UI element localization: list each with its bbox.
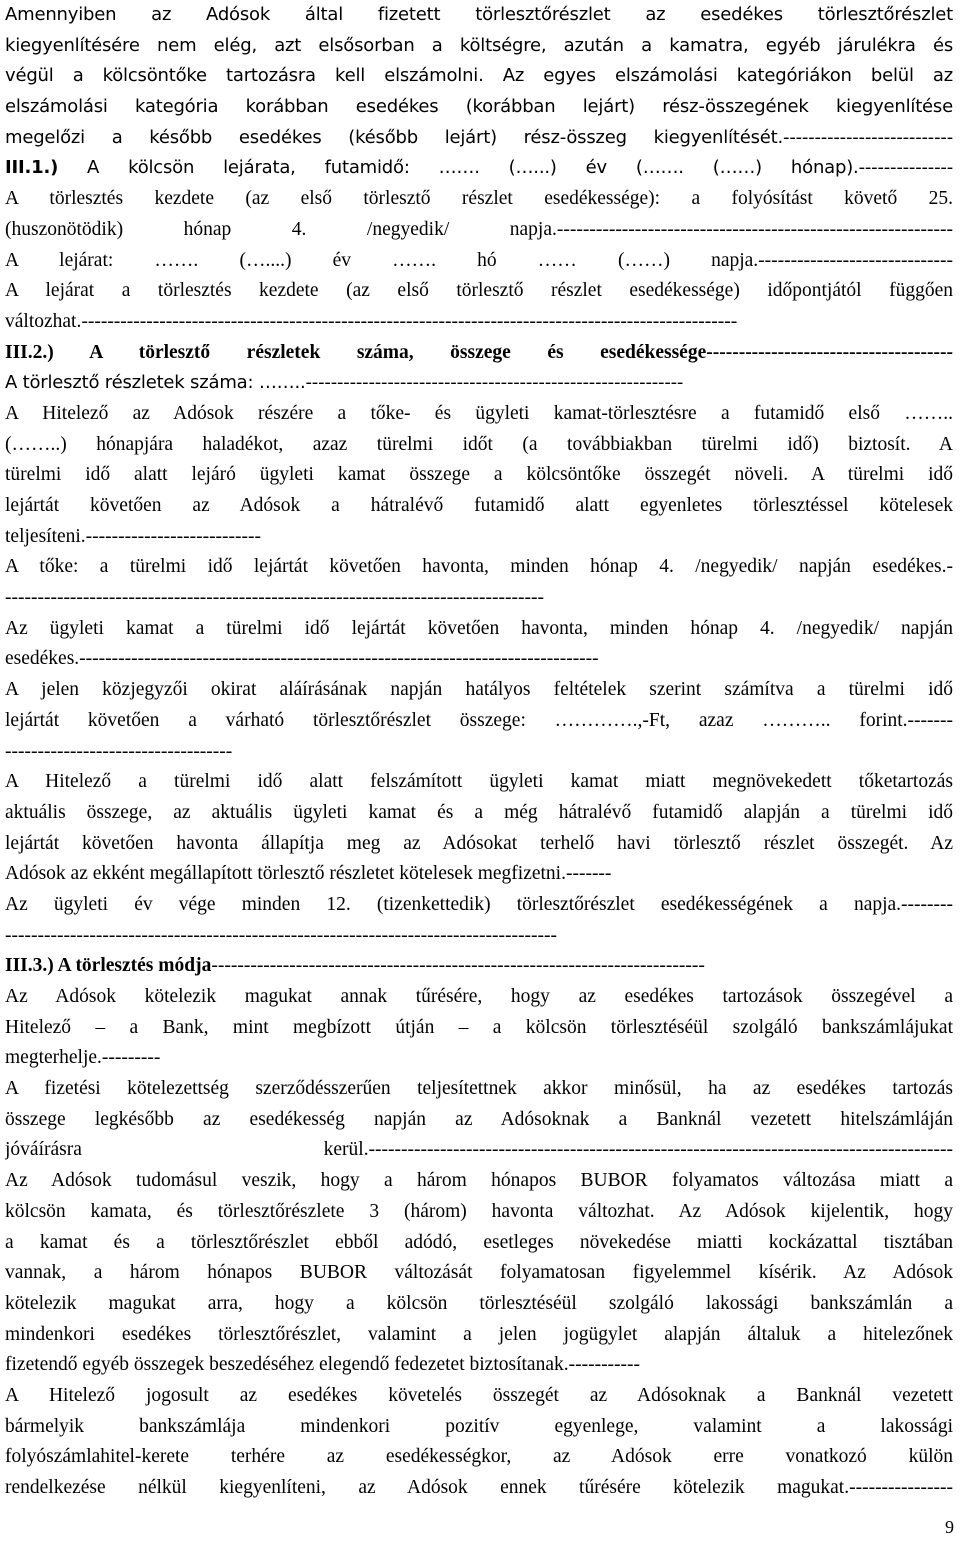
- document-page: [5, 0, 953, 1504]
- section-heading: III.1.): [5, 157, 59, 179]
- text-line: A Hitelező az Adósok részére a tőke- és ügyleti kamat-törlesztésre a futamidő első ……..: [5, 402, 953, 424]
- text-line: A lejárat a törlesztés kezdete (az első törlesztő részlet esedékessége) időpontjától függően: [5, 280, 953, 302]
- text-line: megterhelje.---------: [5, 1047, 161, 1069]
- text-line: III.2.) A törlesztő részletek száma, összege és esedékessége--------------------------------------: [5, 341, 953, 363]
- text-line: teljesíteni.---------------------------: [5, 525, 262, 547]
- text-line: kötelezik magukat arra, hogy a kölcsön törlesztéséül szolgáló lakossági bankszámlán a: [5, 1292, 953, 1314]
- text-line: megelőzi a később esedékes (később lejárt) rész-összeg kiegyenlítését.---------------------------: [5, 126, 953, 148]
- text-line: bármelyik bankszámlája mindenkori pozitív egyenlege, valamint a lakossági: [5, 1415, 953, 1437]
- text-line: Az Adósok tudomásul veszik, hogy a három hónapos BUBOR folyamatos változása miatt a: [5, 1170, 953, 1192]
- text-line: folyószámlahitel-kerete terhére az esedékességkor, az Adósok erre vonatkozó külön: [5, 1446, 953, 1468]
- text-line: Az ügyleti év vége minden 12. (tizenkettedik) törlesztőrészlet esedékességének a napja.--------: [5, 893, 953, 915]
- text-line: A fizetési kötelezettség szerződésszerűen teljesítettnek akkor minősül, ha az esedékes tartozás: [5, 1078, 953, 1100]
- text-line: [5, 951, 953, 982]
- text-line: (huszonötödik) hónap 4. /negyedik/ napja.-------------------------------------------------------------: [5, 218, 953, 240]
- text-line: Az ügyleti kamat a türelmi idő lejártát követően havonta, minden hónap 4. /negyedik/ napján: [5, 617, 953, 639]
- text-line: -----------------------------------: [5, 740, 233, 762]
- text-line: A Hitelező jogosult az esedékes követelés összegét az Adósoknak a Banknál vezetett: [5, 1384, 953, 1406]
- text-line: esedékes.--------------------------------------------------------------------------------: [5, 648, 599, 670]
- text-line: elszámolási kategória korábban esedékes (korábban lejárt) rész-összegének kiegyenlítése: [5, 96, 953, 118]
- text-line: vannak, a három hónapos BUBOR változását folyamatosan figyelemmel kísérik. Az Adósok: [5, 1262, 953, 1284]
- text-line: -----------------------------------------------------------------------------------: [5, 587, 544, 609]
- text-line: -------------------------------------------------------------------------------------: [5, 924, 557, 946]
- text-line: kölcsön kamata, és törlesztőrészlete 3 (három) havonta változhat. Az Adósok kijelentik, hogy: [5, 1200, 953, 1222]
- text-line: rendelkezése nélkül kiegyenlíteni, az Adósok ennek tűrésére kötelezik magukat.----------------: [5, 1477, 953, 1498]
- text-line-rest: A kölcsön lejárata, futamidő: ……. (…...) év (……. (……) hónap).---------------: [58, 157, 953, 179]
- text-line: A tőke: a türelmi idő lejártát követően havonta, minden hónap 4. /negyedik/ napján esedékes.-: [5, 556, 953, 578]
- text-line: türelmi idő alatt lejáró ügyleti kamat összege a kölcsöntőke összegét növeli. A türelmi idő: [5, 464, 953, 486]
- text-line: lejártát követően havonta állapítja meg az Adósokat terhelő havi törlesztő részlet összegét. Az: [5, 832, 953, 854]
- text-line: lejártát követően a várható törlesztőrészlet összege: ………….,-Ft, azaz ……….. forint.-------: [5, 709, 953, 731]
- text-line: [5, 153, 953, 184]
- text-line: A törlesztő részletek száma: ……..------------------------------------------------------------: [5, 372, 684, 394]
- text-line: mindenkori esedékes törlesztőrészlet, valamint a jelen jogügylet alapján általuk a hitelezőnek: [5, 1323, 953, 1345]
- text-line: A törlesztés kezdete (az első törlesztő részlet esedékessége): a folyósítást követő 25.: [5, 188, 953, 210]
- text-line: Amennyiben az Adósok által fizetett törlesztőrészlet az esedékes törlesztőrészlet: [5, 4, 953, 25]
- text-line: lejártát követően az Adósok a hátralévő futamidő alatt egyenletes törlesztéssel kötelesek: [5, 495, 953, 516]
- text-line: végül a kölcsöntőke tartozásra kell elszámolni. Az egyes elszámolási kategóriákon belül az: [5, 65, 953, 87]
- text-line: Hitelező – a Bank, mint megbízott útján – a kölcsön törlesztéséül szolgáló bankszámlájukat: [5, 1016, 953, 1038]
- text-line: A lejárat: ……. (…....) év ……. hó …… (……) napja.------------------------------: [5, 249, 953, 271]
- text-line: Az Adósok kötelezik magukat annak tűrésére, hogy az esedékes tartozások összegével a: [5, 986, 953, 1007]
- text-line: fizetendő egyéb összegek beszedéséhez elegendő fedezetet biztosítanak.-----------: [5, 1354, 641, 1376]
- text-line: kiegyenlítésére nem elég, azt elsősorban a költségre, azután a kamatra, egyéb járulékra és: [5, 34, 953, 56]
- text-line: összege legkésőbb az esedékesség napján az Adósoknak a Banknál vezetett hitelszámláján: [5, 1108, 953, 1130]
- text-line: a kamat és a törlesztőrészlet ebből adódó, esetleges növekedése miatti kockázattal tisztában: [5, 1231, 953, 1253]
- page-number: 9: [945, 1517, 954, 1537]
- text-line-rest: ----------------------------------------------------------------------------: [211, 955, 705, 977]
- text-line: A Hitelező a türelmi idő alatt felszámított ügyleti kamat miatt megnövekedett tőketartozás: [5, 771, 953, 793]
- text-line: jóváírásra kerül.------------------------------------------------------------------------------------------: [5, 1139, 953, 1161]
- text-line: (……..) hónapjára haladékot, azaz türelmi időt (a továbbiakban türelmi idő) biztosít. A: [5, 433, 953, 455]
- section-heading: III.3.) A törlesztés módja: [5, 955, 212, 977]
- text-line: A jelen közjegyzői okirat aláírásának napján hatályos feltételek szerint számítva a türelmi idő: [5, 679, 953, 701]
- text-line: Adósok az ekként megállapított törlesztő részletet kötelesek megfizetni.-------: [5, 863, 612, 885]
- text-line: változhat.-----------------------------------------------------------------------------------------------------: [5, 310, 738, 332]
- text-line: aktuális összege, az aktuális ügyleti kamat és a még hátralévő futamidő alapján a türelmi idő: [5, 801, 953, 823]
